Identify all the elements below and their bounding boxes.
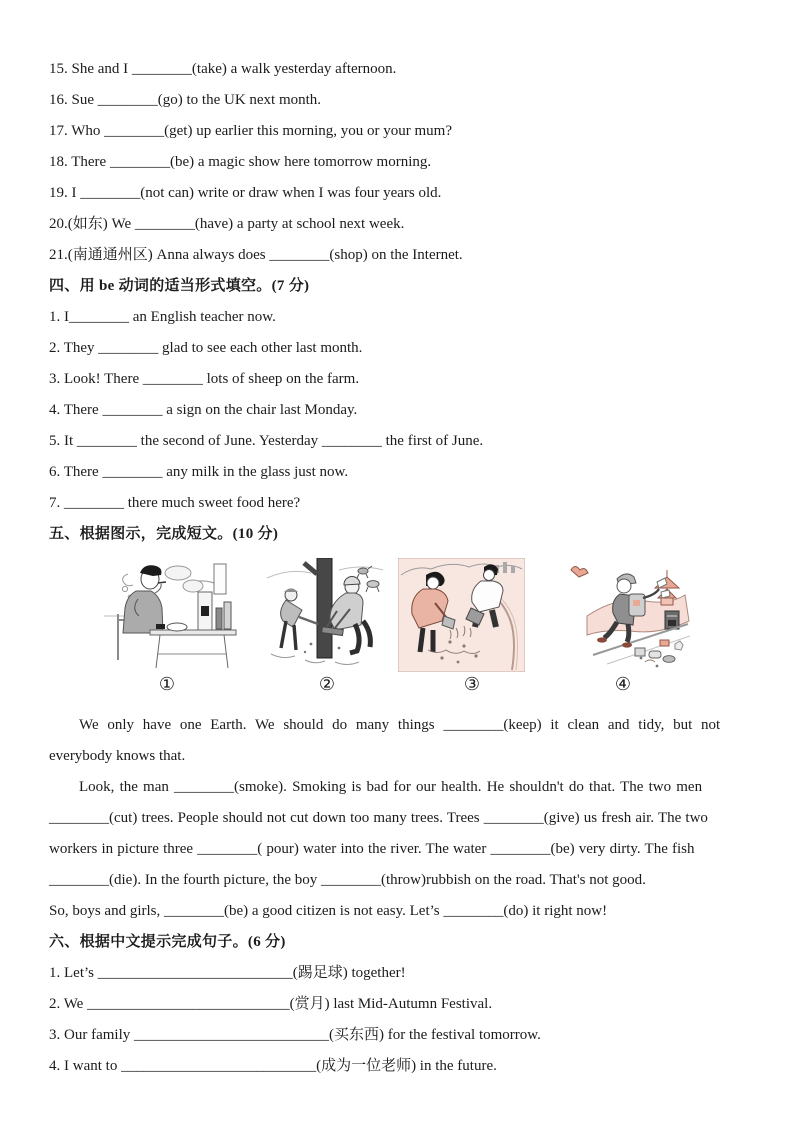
- section-four-heading: 四、用 be 动词的适当形式填空。(7 分): [49, 278, 310, 294]
- picture-4-label: ④: [614, 674, 632, 694]
- hint-item-4: 4. I want to __________________________(成为一位老师) in the future.: [49, 1058, 497, 1074]
- verb-fill-item-17: 17. Who ________(get) up earlier this morning, you or your mum?: [49, 123, 452, 139]
- passage-line-2: everybody knows that.: [49, 748, 186, 764]
- passage-line-6: ________(die). In the fourth picture, the boy ________(throw)rubbish on the road. That's not good.: [49, 872, 646, 888]
- passage-line-3: Look, the man ________(smoke). Smoking is bad for our health. He shouldn't do that. The two men: [79, 779, 703, 795]
- picture-3-label: ③: [463, 674, 481, 694]
- be-item-5: 5. It ________ the second of June. Yesterday ________ the first of June.: [49, 433, 484, 449]
- section-five-heading: 五、根据图示，完成短文。(10 分): [49, 526, 279, 542]
- verb-fill-item-20: 20.(如东) We ________(have) a party at school next week.: [49, 216, 405, 232]
- verb-fill-item-21: 21.(南通通州区) Anna always does ________(shop) on the Internet.: [49, 247, 463, 263]
- picture-3-pouring-water: [398, 558, 525, 672]
- verb-fill-item-15: 15. She and I ________(take) a walk yesterday afternoon.: [49, 61, 397, 77]
- picture-1-man-smoking: [98, 558, 242, 672]
- be-item-3: 3. Look! There ________ lots of sheep on the farm.: [49, 371, 360, 387]
- passage-line-7: So, boys and girls, ________(be) a good citizen is not easy. Let’s ________(do) it right now!: [49, 903, 608, 919]
- hint-item-2: 2. We ___________________________(赏月) last Mid-Autumn Festival.: [49, 996, 493, 1012]
- picture-2-cutting-tree: [265, 558, 385, 672]
- hint-item-3: 3. Our family __________________________(买东西) for the festival tomorrow.: [49, 1027, 541, 1043]
- be-item-7: 7. ________ there much sweet food here?: [49, 495, 301, 511]
- picture-strip: [49, 558, 749, 672]
- picture-2-label: ②: [318, 674, 336, 694]
- passage-line-1: We only have one Earth. We should do many things ________(keep) it clean and tidy, but not: [79, 717, 721, 733]
- be-item-1: 1. I________ an English teacher now.: [49, 309, 276, 325]
- verb-fill-item-18: 18. There ________(be) a magic show here tomorrow morning.: [49, 154, 432, 170]
- be-item-2: 2. They ________ glad to see each other last month.: [49, 340, 363, 356]
- picture-labels: [49, 672, 749, 698]
- picture-4-throwing-rubbish: [557, 558, 690, 672]
- picture-1-label: ①: [158, 674, 176, 694]
- be-item-6: 6. There ________ any milk in the glass just now.: [49, 464, 349, 480]
- be-item-4: 4. There ________ a sign on the chair last Monday.: [49, 402, 358, 418]
- verb-fill-item-19: 19. I ________(not can) write or draw when I was four years old.: [49, 185, 442, 201]
- hint-item-1: 1. Let’s __________________________(踢足球) together!: [49, 965, 406, 981]
- passage-line-5: workers in picture three ________( pour) water into the river. The water ________(be) very dirty. The fish: [49, 841, 695, 857]
- passage-line-4: ________(cut) trees. People should not cut down too many trees. Trees ________(give) us fresh air. The two: [49, 810, 708, 826]
- section-six-heading: 六、根据中文提示完成句子。(6 分): [49, 934, 286, 950]
- verb-fill-item-16: 16. Sue ________(go) to the UK next month.: [49, 92, 322, 108]
